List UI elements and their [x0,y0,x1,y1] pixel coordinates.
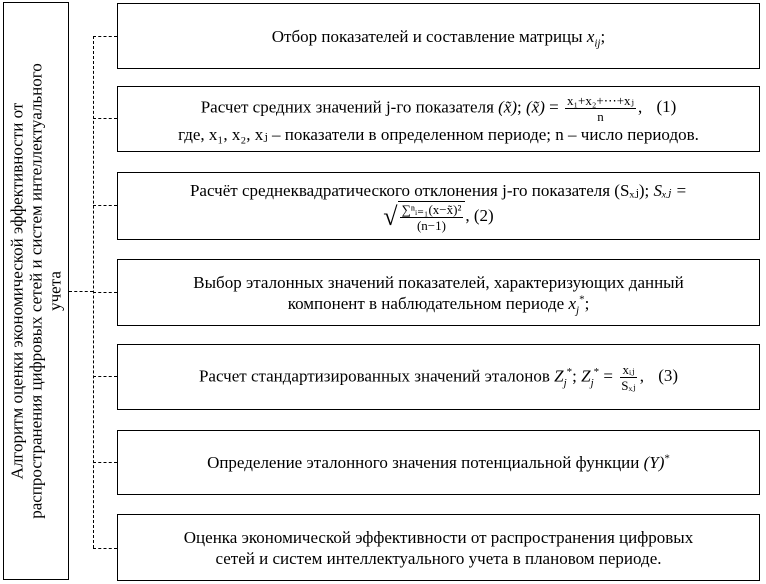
step-3-line-1: Расчёт среднеквадратического отклонения j-го показателя (Sₓⱼ); Sₓⱼ = [189,180,688,200]
connector-step-2 [93,118,117,119]
connector-step-4 [93,292,117,293]
connector-step-7 [93,548,117,549]
step-6-text: Определение эталонного значения потенциальной функции (Y)* [207,452,670,472]
step-3-line-2: √ $\frac{\text{∑ⁿᵢ₌₁(x−x̃)²}}{(n-1)}$ , (2) [383,201,494,233]
connector-step-3 [93,205,117,206]
standardized-fraction: $\frac{\text{xᵢⱼ}}{\text{Sₓⱼ}}$ [621,361,636,393]
step-6-box [117,430,760,495]
step-1-text: Отбор показателей и составление матрицы $x_{ij}$; [271,26,606,49]
step-4-line-2: компонент в наблюдательном периоде $x_j^*$; [287,292,590,316]
step-1-box [117,3,760,69]
connector-step-5 [93,376,117,377]
step-7-box [117,514,760,581]
step-2-line-1: Расчет средних значений j-го показателя (x̃); (x̃) = $\frac{\text{x₁+x₂+⋯+xⱼ}}{n}$ , (1) [200,93,677,124]
step-5-box [117,344,760,410]
mean-fraction: $\frac{\text{x₁+x₂+⋯+xⱼ}}{n}$ [566,93,634,124]
connector-title [69,291,93,292]
step-2-box [117,86,760,152]
sqrt-expression: √ $\frac{\text{∑ⁿᵢ₌₁(x−x̃)²}}{(n-1)}$ [383,201,465,233]
step-7-line-2: сетей и систем интеллектуального учета в плановом периоде. [215,548,662,568]
algorithm-title-box [3,2,69,580]
step-2-line-2: где, x₁, x₂, xⱼ – показатели в определенном периоде; n – число периодов. [178,125,699,144]
step-3-box [117,172,760,240]
step-5-text: Расчет стандартизированных значений эталонов $Z_j^*$; $Z_j^*$ = $\frac{\text{xᵢⱼ}}{\text{Sₓⱼ}}$ , (3) [198,361,679,393]
step-4-box [117,259,760,326]
step-7-line-1: Оценка экономической эффективности от распространения цифровых [183,527,694,547]
connector-step-1 [93,36,117,37]
algorithm-title: Алгоритм оценки экономической эффективности от распространения цифровых сетей и систем интеллектуального учета [7,63,65,519]
step-4-line-1: Выбор эталонных значений показателей, характеризующих данный [193,272,684,292]
connector-step-6 [93,462,117,463]
